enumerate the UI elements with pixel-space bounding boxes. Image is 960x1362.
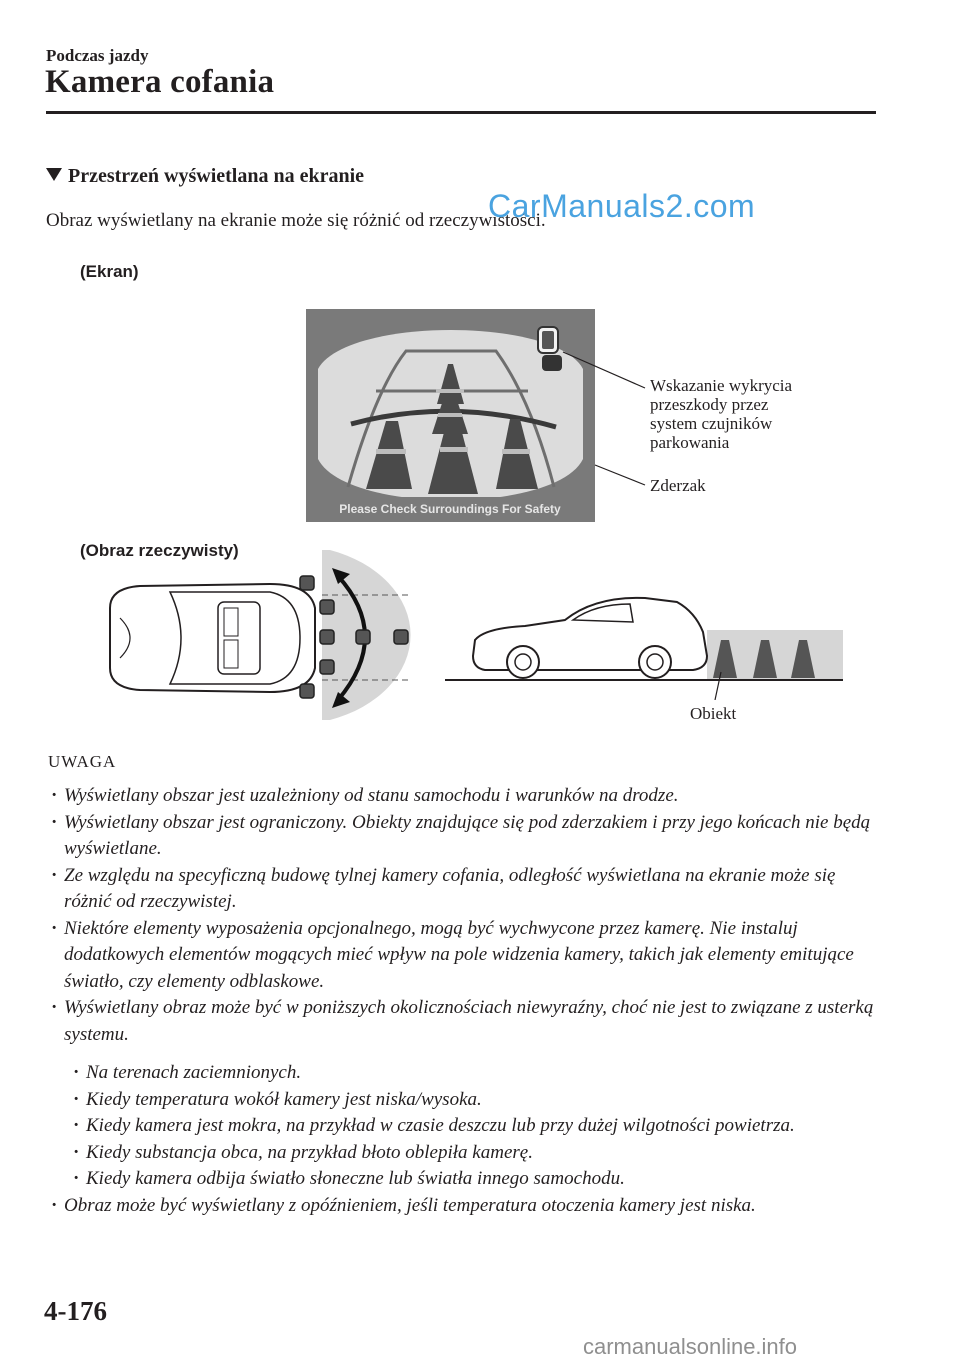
page-number: 4-176 [44, 1296, 107, 1326]
note-item: · Ze względu na specyficzną budowę tylnej kamery cofania, odległość wyświetlana na ekranie może się różnić od rzeczywistej. [46, 863, 886, 916]
callout-sensor-line-2: przeszkody przez [650, 395, 769, 414]
triangle-bullet-icon [46, 168, 62, 181]
page-title: Kamera cofania [45, 64, 275, 100]
sub-note-item: · Kiedy kamera jest mokra, na przykład w czasie deszczu lub przy dużej wilgotności powietrza. [46, 1113, 886, 1140]
note-title: UWAGA [48, 752, 117, 771]
note-item: · Wyświetlany obraz może być w poniższych okolicznościach niewyraźny, choć nie jest to związane z usterką systemu. [46, 995, 886, 1048]
sub-note-item: · Kiedy substancja obca, na przykład błoto oblepiła kamerę. [46, 1140, 886, 1167]
section-label: Podczas jazdy [46, 46, 149, 65]
callout-sensor-line-1: Wskazanie wykrycia [650, 376, 793, 395]
note-item: · Wyświetlany obszar jest ograniczony. Obiekty znajdujące się pod zderzakiem i przy jego końcach nie będą wyświetlane. [46, 810, 886, 863]
actual-image-label: (Obraz rzeczywisty) [80, 541, 239, 560]
sub-note-item: · Kiedy temperatura wokół kamery jest niska/wysoka. [46, 1087, 886, 1114]
note-item: · Wyświetlany obszar jest uzależniony od stanu samochodu i warunków na drodze. [46, 783, 886, 810]
footer-watermark: carmanualsonline.info [583, 1334, 798, 1359]
car-top-view-image [100, 548, 420, 728]
title-rule [46, 111, 876, 114]
note-item: · Niektóre elementy wyposażenia opcjonalnego, mogą być wychwycone przez kamerę. Nie instaluj dodatkowych elementów mogących mieć wpływ na pole widzenia kamery, takich jak elementy emitujące światło, czy elementy odblaskowe. [46, 916, 886, 996]
intro-text: Obraz wyświetlany na ekranie może się różnić od rzeczywistości. [46, 210, 546, 231]
car-side-view-image [445, 590, 845, 700]
note-item: · Obraz może być wyświetlany z opóźnieniem, jeśli temperatura otoczenia kamery jest niska. [46, 1193, 886, 1220]
sub-note-item: · Kiedy kamera odbija światło słoneczne lub światła innego samochodu. [46, 1166, 886, 1193]
callout-sensor-line-3: system czujników [650, 414, 773, 433]
sub-note-item: · Na terenach zaciemnionych. [46, 1060, 886, 1087]
section-heading [46, 165, 364, 188]
callout-sensor-line-4: parkowania [650, 433, 730, 452]
section-heading-text: Przestrzeń wyświetlana na ekranie [68, 165, 365, 187]
camera-screen-image [306, 309, 595, 522]
callout-bumper: Zderzak [650, 476, 706, 495]
screen-label: (Ekran) [80, 262, 139, 281]
callout-object: Obiekt [690, 704, 737, 723]
callout-lines [555, 340, 655, 500]
notes-list [46, 783, 886, 1219]
watermark: CarManuals2.com [488, 188, 756, 224]
note-spacer [46, 1048, 886, 1060]
screen-message: Please Check Surroundings For Safety [339, 502, 561, 516]
callout-sensor-indication [650, 376, 792, 452]
